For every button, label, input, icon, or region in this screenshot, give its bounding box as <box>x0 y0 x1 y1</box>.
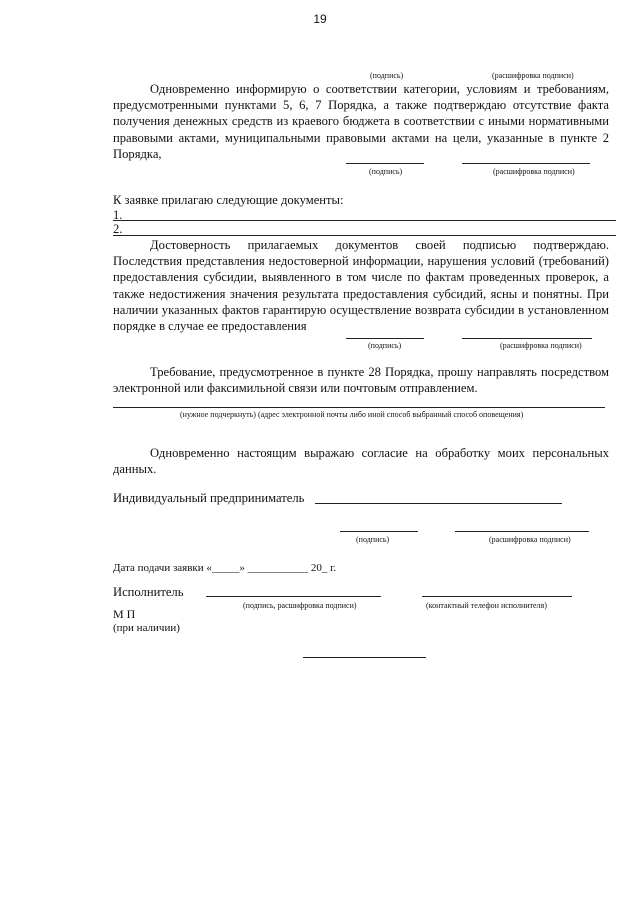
page-number: 19 <box>313 12 327 26</box>
notification-caption: (нужное подчеркнуть) (адрес электронной почты либо иной способ выбранный способ оповещения) <box>180 410 524 419</box>
top-decoding-caption: (расшифровка подписи) <box>492 71 574 80</box>
signature-line-2 <box>346 338 424 339</box>
attachment-line-2 <box>113 235 616 236</box>
notification-method-line <box>113 407 605 408</box>
top-signature-caption: (подпись) <box>370 71 404 80</box>
decoding-caption-3: (расшифровка подписи) <box>489 535 571 544</box>
decoding-caption-1: (расшифровка подписи) <box>493 167 575 176</box>
decoding-line-3 <box>455 531 589 532</box>
signature-caption-1: (подпись) <box>369 167 403 176</box>
executor-signature-caption: (подпись, расшифровка подписи) <box>243 601 357 610</box>
bottom-separator-line <box>303 657 426 658</box>
executor-label: Исполнитель <box>113 585 184 599</box>
signature-caption-3: (подпись) <box>356 535 390 544</box>
executor-phone-line <box>422 596 572 597</box>
consent-paragraph: Одновременно информирую о соответствии категории, условиям и требованиям, предусмотренными пунктами 5, 6, 7 Порядка, а также подтверждаю отсутствие факта получения денежных средств из краевого бюджета в соответствии с иными нормативными правовыми актами, муниципальными правовыми актами на цели, указанные в пункте 2 Порядка, <box>113 82 609 161</box>
attachments-heading: К заявке прилагаю следующие документы: <box>113 193 344 207</box>
attachment-item-2: 2. <box>113 222 123 236</box>
requirement-paragraph: Требование, предусмотренное в пункте 28 Порядка, прошу направлять посредством электронной или факсимильной связи или почтовым отправлением. <box>113 365 609 396</box>
stamp-note: (при наличии) <box>113 622 180 634</box>
attachment-line-1 <box>113 220 616 221</box>
decoding-caption-2: (расшифровка подписи) <box>500 341 582 350</box>
attachment-item-1: 1. <box>113 208 123 222</box>
executor-phone-caption: (контактный телефон исполнителя) <box>426 601 547 610</box>
signature-line-3 <box>340 531 418 532</box>
entrepreneur-label: Индивидуальный предприниматель <box>113 491 305 505</box>
submission-date: Дата подачи заявки «_____» ___________ 20_ г. <box>113 562 337 574</box>
stamp-label: М П <box>113 607 136 621</box>
personal-data-paragraph: Одновременно настоящим выражаю согласие на обработку моих персональных данных. <box>113 446 609 477</box>
reliability-paragraph: Достоверность прилагаемых документов своей подписью подтверждаю. Последствия представления недостоверной информации, нарушения условий (требований) предоставления субсидии, выявленного в том числе по фактам проведенных проверок, а также недостижения значения результата предоставления субсидий, ясны и понятны. При наличии указанных фактов гарантирую осуществление возврата субсидии в установленном порядке в случае ее предоставления <box>113 238 609 334</box>
entrepreneur-line <box>315 503 562 504</box>
decoding-line-1 <box>462 163 590 164</box>
decoding-line-2 <box>462 338 592 339</box>
executor-signature-line <box>206 596 381 597</box>
signature-caption-2: (подпись) <box>368 341 402 350</box>
signature-line-1 <box>346 163 424 164</box>
